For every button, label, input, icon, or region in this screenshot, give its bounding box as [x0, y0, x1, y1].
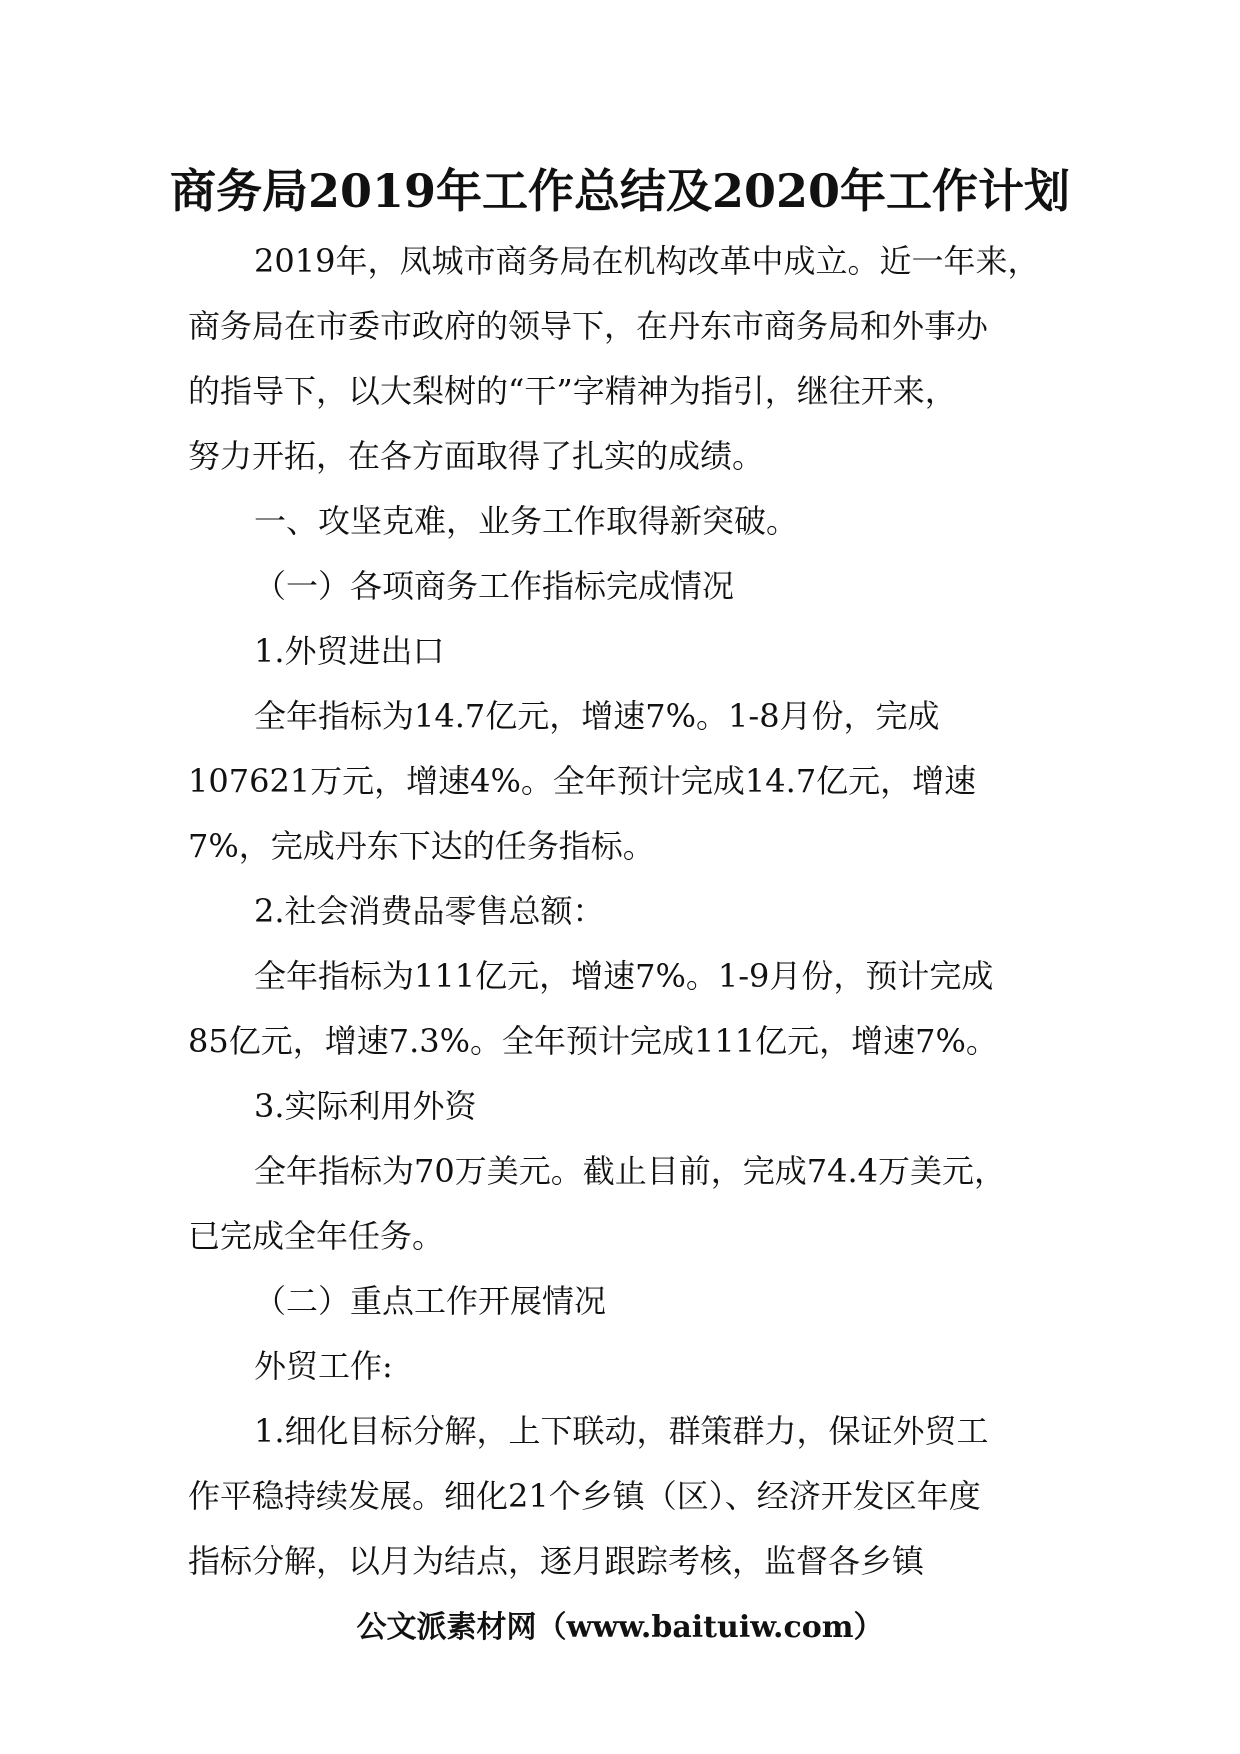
- paragraph-line: （二）重点工作开展情况: [254, 1282, 607, 1320]
- paragraph-line: 的指导下，以大梨树的“干”字精神为指引，继往开来，: [188, 372, 957, 410]
- paragraph-line: 作平稳持续发展。细化21个乡镇（区）、经济开发区年度: [188, 1477, 981, 1515]
- paragraph-line: 商务局在市委市政府的领导下，在丹东市商务局和外事办: [188, 307, 989, 345]
- paragraph-line: 指标分解，以月为结点，逐月跟踪考核，监督各乡镇: [188, 1542, 925, 1580]
- paragraph-line: 全年指标为14.7亿元，增速7%。1-8月份，完成: [254, 697, 940, 735]
- paragraph-line: 107621万元，增速4%。全年预计完成14.7亿元，增速: [188, 762, 977, 800]
- paragraph-line: 2019年，凤城市商务局在机构改革中成立。近一年来，: [254, 242, 1040, 280]
- paragraph-line: 2.社会消费品零售总额：: [254, 892, 605, 930]
- paragraph-line: 努力开拓，在各方面取得了扎实的成绩。: [188, 437, 765, 475]
- paragraph-line: 外贸工作:: [254, 1347, 393, 1385]
- paragraph-line: 一、攻坚克难，业务工作取得新突破。: [254, 502, 799, 540]
- paragraph-line: 1.细化目标分解，上下联动，群策群力，保证外贸工: [254, 1412, 989, 1450]
- paragraph-line: 3.实际利用外资: [254, 1087, 477, 1125]
- document-body: [188, 229, 1068, 1594]
- paragraph-line: 7%，完成丹东下达的任务指标。: [188, 827, 655, 865]
- paragraph-line: 1.外贸进出口: [254, 632, 445, 670]
- paragraph-line: 85亿元，增速7.3%。全年预计完成111亿元，增速7%。: [188, 1022, 998, 1060]
- paragraph-line: 全年指标为111亿元，增速7%。1-9月份，预计完成: [254, 957, 994, 995]
- document-title: 商务局2019年工作总结及2020年工作计划: [169, 164, 1071, 218]
- footer-watermark: 公文派素材网（www.baituiw.com）: [356, 1610, 884, 1645]
- paragraph-line: 已完成全年任务。: [188, 1217, 445, 1255]
- paragraph-line: （一）各项商务工作指标完成情况: [254, 567, 735, 605]
- paragraph-line: 全年指标为70万美元。截止目前，完成74.4万美元，: [254, 1152, 1006, 1190]
